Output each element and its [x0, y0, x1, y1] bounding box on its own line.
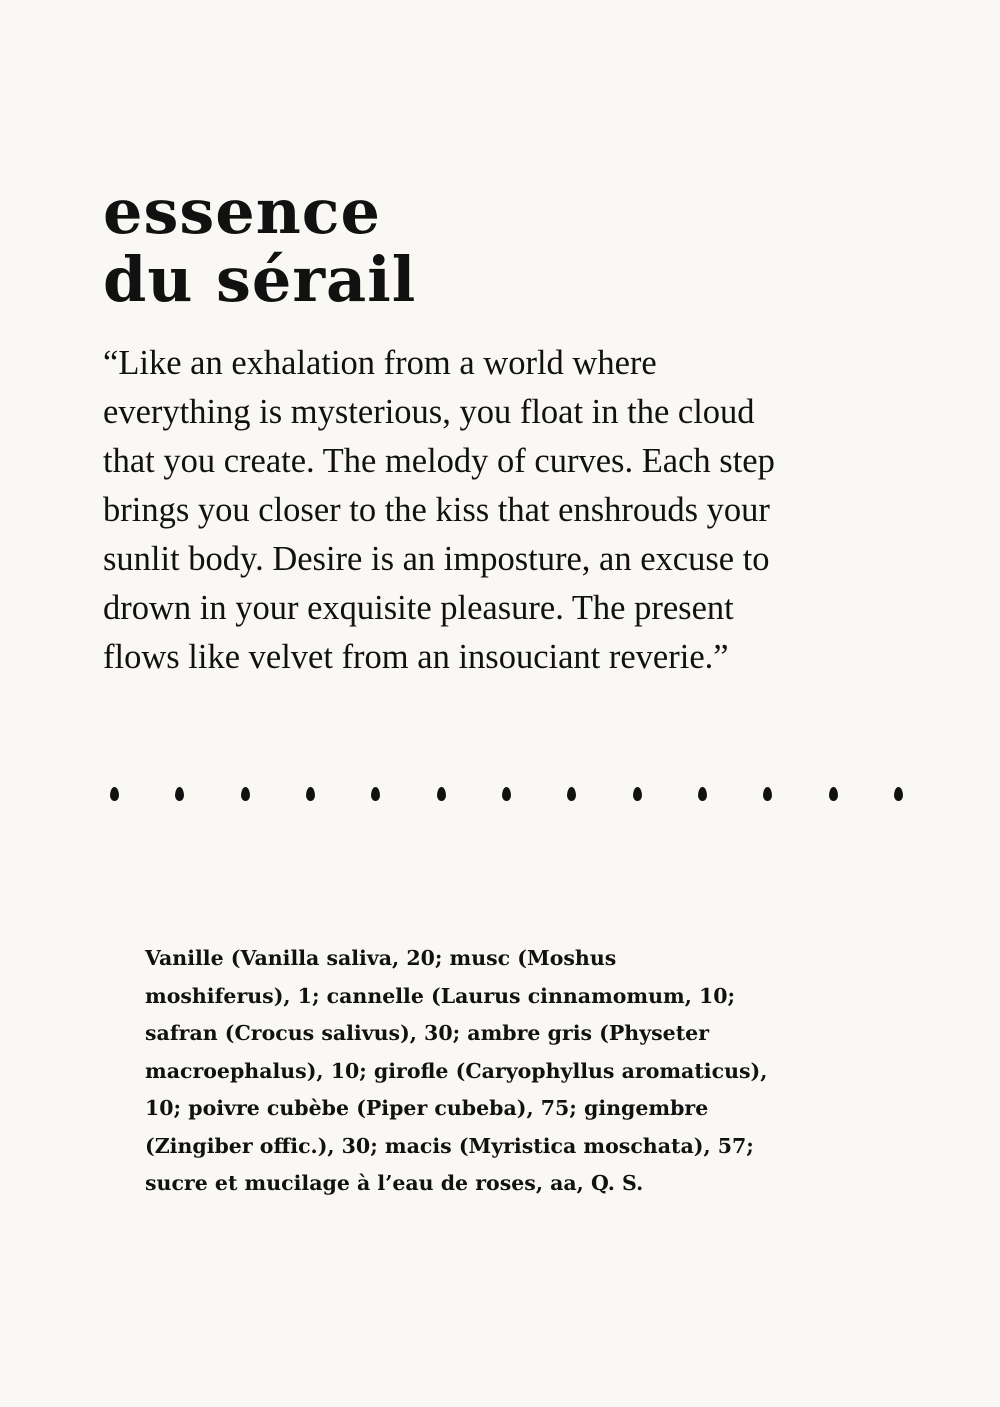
- divider-dot: [894, 787, 903, 801]
- ingredients-line: moshiferus), 1; cannelle (Laurus cinnamomum, 10;: [145, 983, 736, 1008]
- ingredients-line: safran (Crocus salivus), 30; ambre gris (Physeter: [145, 1021, 710, 1045]
- divider-dot: [241, 787, 250, 801]
- quote-line: everything is mysterious, you float in the cloud: [103, 393, 755, 431]
- divider-dot: [633, 787, 642, 801]
- quote-paragraph: [103, 339, 923, 682]
- quote-line: that you create. The melody of curves. Each step: [103, 442, 775, 480]
- ingredients-line: sucre et mucilage à l’eau de roses, aa, Q. S.: [145, 1171, 644, 1195]
- divider-dot: [371, 787, 380, 801]
- ingredients-line: Vanille (Vanilla saliva, 20; musc (Moshus: [145, 946, 617, 970]
- divider-dot: [306, 787, 315, 801]
- ingredients-line: 10; poivre cubèbe (Piper cubeba), 75; gingembre: [145, 1096, 709, 1120]
- divider-dot: [698, 787, 707, 801]
- dot-divider: [110, 787, 910, 807]
- quote-line: brings you closer to the kiss that enshrouds your: [103, 491, 770, 529]
- quote-line: sunlit body. Desire is an imposture, an excuse to: [103, 540, 770, 578]
- divider-dot: [763, 787, 772, 801]
- quote-line: drown in your exquisite pleasure. The present: [103, 589, 734, 627]
- title-line-2: du sérail: [103, 243, 417, 316]
- quote-line: flows like velvet from an insouciant reverie.”: [103, 638, 729, 676]
- quote-line: “Like an exhalation from a world where: [103, 344, 657, 382]
- divider-dot: [829, 787, 838, 801]
- divider-dot: [437, 787, 446, 801]
- divider-dot: [110, 787, 119, 801]
- ingredients-line: (Zingiber offic.), 30; macis (Myristica moschata), 57;: [145, 1133, 754, 1158]
- divider-dot: [175, 787, 184, 801]
- ingredients-list: [145, 940, 905, 1203]
- ingredients-line: macroephalus), 10; girofle (Caryophyllus aromaticus),: [145, 1058, 768, 1083]
- page-title: [103, 175, 903, 316]
- title-line-1: essence: [103, 175, 381, 248]
- divider-dot: [502, 787, 511, 801]
- divider-dot: [567, 787, 576, 801]
